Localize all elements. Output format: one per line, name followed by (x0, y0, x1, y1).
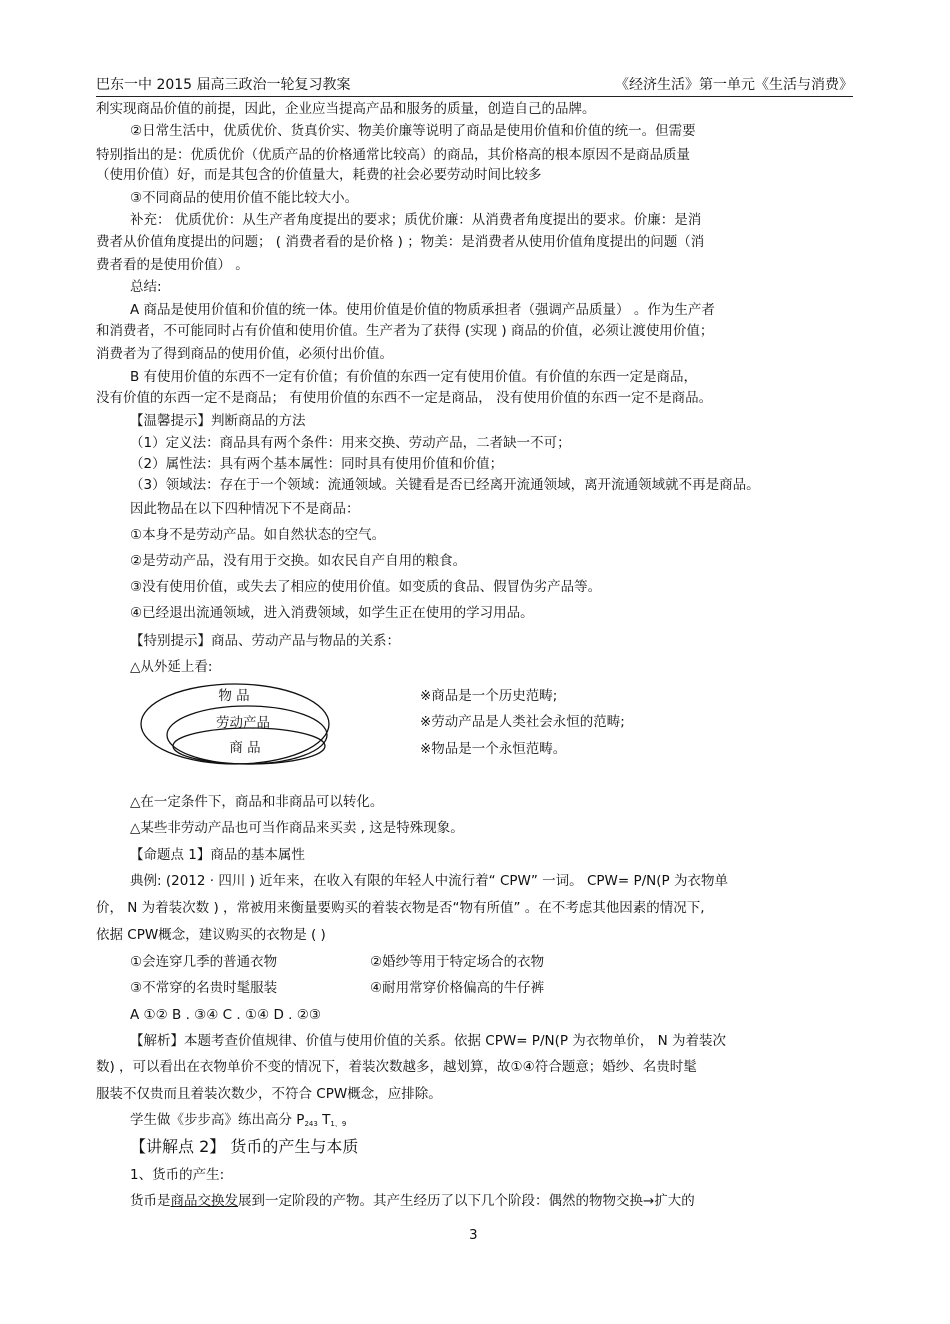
practice-t: T (317, 1112, 331, 1128)
text-line: 费者从价值角度提出的问题； ( 消费者看的是价格 ) ；物美：是消费者从使用价值角度提出的问题（消 (96, 234, 705, 250)
text-line: 和消费者，不可能同时占有价值和使用价值。生产者为了获得 (实现 ) 商品的价值，必须让渡使用价值； (96, 323, 714, 339)
option-2: ②婚纱等用于特定场合的衣物 (370, 954, 545, 970)
section-heading: 【特别提示】商品、劳动产品与物品的关系： (130, 633, 400, 649)
text-line: 典例: (2012 · 四川 ) 近年来，在收入有限的年轻人中流行着“ CPW” 一词。 CPW= P/N(P 为衣物单 (130, 873, 728, 889)
header-rule (96, 96, 853, 97)
underlined-text: 商品交换发 (170, 1193, 238, 1209)
section-heading: 【温馨提示】判断商品的方法 (130, 413, 306, 429)
list-item: ①本身不是劳动产品。如自然状态的空气。 (130, 527, 386, 543)
text-line: 没有价值的东西一定不是商品； 有使用价值的东西不一定是商品， 没有使用价值的东西一定不是商品。 (96, 390, 713, 406)
page-number: 3 (469, 1227, 478, 1243)
option-4: ④耐用常穿价格偏高的牛仔裤 (370, 980, 545, 996)
section-heading: 【命题点 1】商品的基本属性 (130, 847, 305, 863)
text-line: 补充： 优质优价：从生产者角度提出的要求；质优价廉：从消费者角度提出的要求。价廉：是消 (130, 212, 702, 228)
text-line: B 有使用价值的东西不一定有价值；有价值的东西一定有使用价值。有价值的东西一定是商品， (130, 369, 698, 385)
list-item: ③没有使用价值，或失去了相应的使用价值。如变质的食品、假冒伪劣产品等。 (130, 579, 602, 595)
text-line: 特别指出的是：优质优价（优质产品的价格通常比较高）的商品，其价格高的根本原因不是商品质量 (96, 147, 690, 163)
header-right: 《经济生活》第一单元《生活与消费》 (615, 77, 853, 93)
page-subscript: 243 (304, 1120, 318, 1128)
text-line: A 商品是使用价值和价值的统一体。使用价值是价值的物质承担者（强调产品质量） 。作为生产者 (130, 302, 715, 318)
practice-text: 学生做《步步高》练出高分 P (130, 1112, 305, 1128)
text-fragment: 展到一定阶段的产物。其产生经历了以下几个阶段：偶然的物物交换→扩大的 (238, 1193, 695, 1209)
text-line (130, 1192, 695, 1210)
text-line: 数) ，可以看出在衣物单价不变的情况下，着装次数越多，越划算，故①④符合题意；婚纱、名贵时髦 (96, 1059, 697, 1075)
label-laodong-chanpin: 劳动产品 (216, 715, 270, 731)
label-shangpin: 商 品 (229, 740, 261, 756)
text-line: △某些非劳动产品也可当作商品来买卖 , 这是特殊现象。 (130, 820, 464, 836)
item-subscript: 1、9 (330, 1120, 347, 1128)
text-line: 利实现商品价值的前提，因此，企业应当提高产品和服务的质量，创造自己的品牌。 (96, 101, 596, 117)
text-line: 服装不仅贵而且着装次数少，不符合 CPW概念，应排除。 (96, 1086, 442, 1102)
diagram-note: ※劳动产品是人类社会永恒的范畴; (420, 714, 625, 730)
text-line: 费者看的是使用价值） 。 (96, 257, 249, 273)
option-1: ①会连穿几季的普通衣物 (130, 954, 278, 970)
option-3: ③不常穿的名贵时髦服装 (130, 980, 278, 996)
text-line: ②日常生活中，优质优价、货真价实、物美价廉等说明了商品是使用价值和价值的统一。但需要 (130, 123, 696, 139)
text-line: 依据 CPW概念，建议购买的衣物是 ( ) (96, 927, 326, 943)
nested-ellipse-diagram (138, 682, 338, 768)
text-line (130, 1111, 346, 1133)
text-line: 因此物品在以下四种情况下不是商品： (130, 501, 360, 517)
text-line: （1）定义法：商品具有两个条件：用来交换、劳动产品，二者缺一不可； (130, 435, 571, 451)
diagram-note: ※商品是一个历史范畴; (420, 688, 558, 704)
text-line: 消费者为了得到商品的使用价值，必须付出价值。 (96, 346, 393, 362)
text-fragment: 货币是 (130, 1193, 171, 1209)
diagram-note: ※物品是一个永恒范畴。 (420, 741, 567, 757)
text-line: 价， N 为着装次数 ) ，常被用来衡量要购买的着装衣物是否“物有所值” 。在不考虑其他因素的情况下, (96, 900, 705, 916)
answer-choices: A ①② B . ③④ C . ①④ D . ②③ (130, 1007, 321, 1023)
text-line: ③不同商品的使用价值不能比较大小。 (130, 190, 359, 206)
text-line: △在一定条件下，商品和非商品可以转化。 (130, 794, 384, 810)
text-line: （2）属性法：具有两个基本属性：同时具有使用价值和价值； (130, 456, 504, 472)
header-left: 巴东一中 2015 届高三政治一轮复习教案 (96, 77, 351, 93)
text-line: 1、货币的产生: (130, 1167, 225, 1183)
text-line: （3）领域法：存在于一个领域：流通领域。关键看是否已经离开流通领域，离开流通领域就不再是商品。 (130, 477, 760, 493)
text-line: （使用价值）好，而是其包含的价值量大，耗费的社会必要劳动时间比较多 (96, 167, 542, 183)
label-wupin: 物 品 (218, 688, 250, 704)
list-item: ④已经退出流通领域，进入消费领域，如学生正在使用的学习用品。 (130, 605, 534, 621)
text-line: △从外延上看: (130, 659, 213, 675)
text-line: 总结: (130, 279, 162, 295)
section-heading: 【讲解点 2】 货币的产生与本质 (130, 1137, 359, 1156)
list-item: ②是劳动产品，没有用于交换。如农民自产自用的粮食。 (130, 553, 467, 569)
text-line: 【解析】本题考查价值规律、价值与使用价值的关系。依据 CPW= P/N(P 为衣物单价， N 为着装次 (130, 1033, 726, 1049)
